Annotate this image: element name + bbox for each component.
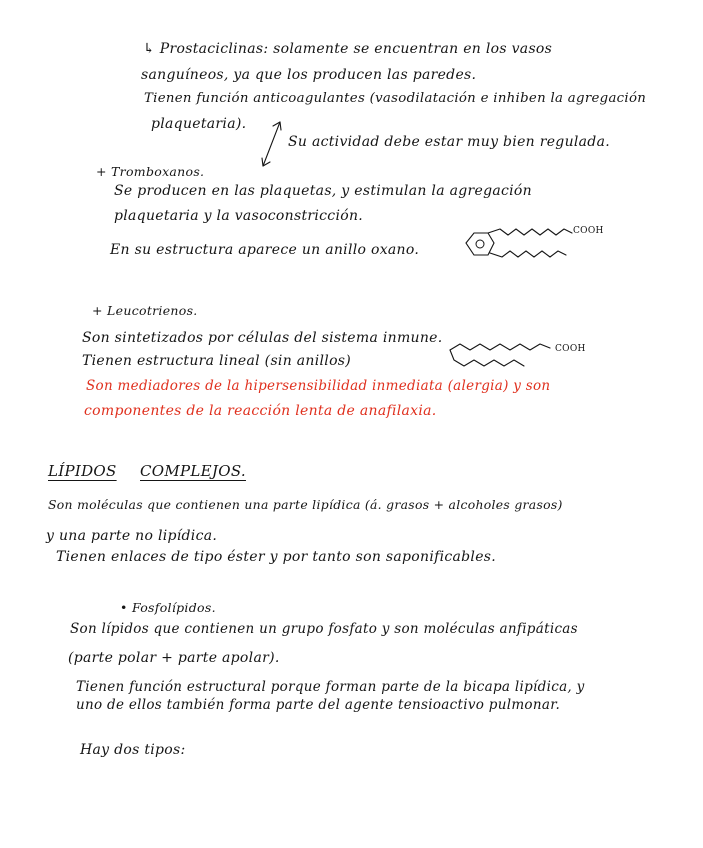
- lipidos-complejos-line-2: y una parte no lipídica.: [46, 528, 218, 544]
- prostaciclinas-line-2: sanguíneos, ya que los producen las paredes.: [141, 67, 477, 83]
- fosfolipidos-line-2: (parte polar + parte apolar).: [68, 650, 280, 666]
- prostaciclinas-line-3: Tienen función anticoagulantes (vasodilatación e inhiben la agregación: [144, 91, 647, 106]
- prostaciclinas-line-4: plaquetaria).: [151, 116, 247, 132]
- prostaciclinas-line-1: ↳ Prostaciclinas: solamente se encuentran en los vasos: [143, 41, 553, 57]
- leucotrienos-cooh-label: COOH: [555, 344, 586, 354]
- fosfolipidos-line-1: Son lípidos que contienen un grupo fosfato y son moléculas anfipáticas: [70, 621, 578, 637]
- tromboxanos-line-3: En su estructura aparece un anillo oxano.: [110, 242, 420, 258]
- tromboxanos-line-1: Se producen en las plaquetas, y estimulan la agregación: [114, 183, 532, 199]
- double-arrow-icon: [258, 118, 288, 172]
- fosfolipidos-line-4: uno de ellos también forma parte del agente tensioactivo pulmonar.: [76, 697, 561, 713]
- regulation-note: Su actividad debe estar muy bien regulada.: [288, 134, 610, 150]
- tromboxanos-line-2: plaquetaria y la vasoconstricción.: [114, 208, 364, 224]
- leucotrienos-line-1: Son sintetizados por células del sistema inmune.: [82, 330, 443, 346]
- fosfolipidos-line-3: Tienen función estructural porque forman parte de la bicapa lipídica, y: [76, 679, 585, 695]
- tromboxanos-title: + Tromboxanos.: [96, 164, 205, 179]
- lipidos-complejos-title-a: LÍPIDOS: [48, 462, 117, 480]
- fosfolipidos-title: • Fosfolípidos.: [120, 600, 216, 615]
- fosfolipidos-line-5: Hay dos tipos:: [80, 742, 186, 758]
- lipidos-complejos-line-3: Tienen enlaces de tipo éster y por tanto son saponificables.: [56, 549, 497, 565]
- lipidos-complejos-line-1: Son moléculas que contienen una parte lipídica (á. grasos + alcoholes grasos): [48, 497, 563, 512]
- lipidos-complejos-title-b: COMPLEJOS.: [140, 462, 246, 480]
- leucotrienos-red-line-2: componentes de la reacción lenta de anafilaxia.: [84, 403, 437, 419]
- leucotrienos-title: + Leucotrienos.: [92, 303, 198, 318]
- leucotrienos-line-2: Tienen estructura lineal (sin anillos): [82, 353, 352, 369]
- tromboxanos-cooh-label: COOH: [573, 226, 604, 236]
- leukotriene-linear-chain-structure: [446, 336, 566, 376]
- leucotrienos-red-line-1: Son mediadores de la hipersensibilidad inmediata (alergia) y son: [86, 378, 551, 394]
